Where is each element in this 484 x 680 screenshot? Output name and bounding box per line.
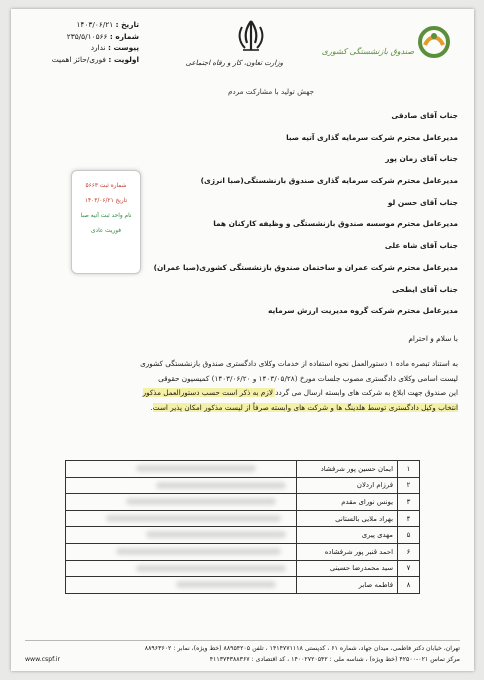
addressee-line: مدیرعامل محترم شرکت عمران و ساختمان صندوق بازنشستگی کشوری(صبا عمران) xyxy=(153,262,458,272)
stamp-date: تاریخ ۱۴۰۳/۰۶/۲۱ xyxy=(84,198,128,204)
body-line xyxy=(28,386,458,401)
redacted-cell xyxy=(66,543,297,560)
row-number: ۶ xyxy=(398,543,420,560)
table-row xyxy=(66,560,420,577)
redacted-cell xyxy=(66,461,297,478)
priority-label: اولویت : xyxy=(108,54,139,64)
number-label: شماره : xyxy=(109,31,139,41)
table-row xyxy=(66,543,420,560)
lawyers-table xyxy=(65,460,420,594)
footer-contact: مرکز تماس ۰۲۱-۴۲۵۰۰ (خط ویژه) ، شناسه ملی : ۱۴۰۰۲۷۲۰۵۴۲ ، کد اقتصادی : ۴۱۱۳۷۴۳۸۸۳۶۷ xyxy=(209,656,460,663)
addressee-line: جناب آقای صادقی xyxy=(391,111,458,120)
row-number: ۴ xyxy=(398,510,420,527)
table-row xyxy=(66,577,420,594)
row-number: ۲ xyxy=(398,477,420,494)
row-number: ۷ xyxy=(398,560,420,577)
redacted-cell xyxy=(66,577,297,594)
row-number: ۳ xyxy=(398,494,420,511)
date-value: ۱۴۰۳/۰۶/۲۱ xyxy=(76,20,114,29)
body-paragraph xyxy=(28,357,458,415)
row-number: ۸ xyxy=(398,577,420,594)
fund-logo xyxy=(321,25,452,71)
ministry-emblem xyxy=(185,19,283,67)
attachment-label: پیوست : xyxy=(107,43,139,53)
ministry-name: وزارت تعاون، کار و رفاه اجتماعی xyxy=(185,59,283,67)
table-row xyxy=(66,510,420,527)
lawyer-name: بهراد ملایی بالستانی xyxy=(297,510,398,527)
addressee-line: جناب آقای زمان پور xyxy=(385,154,458,164)
stamp-unit: نام واحد ثبت آتیه صبا xyxy=(80,213,132,219)
highlighted-text: لازم به ذکر است حسب دستورالعمل مذکور xyxy=(142,388,276,397)
row-number: ۱ xyxy=(398,461,420,478)
body-text: . xyxy=(150,402,153,412)
redacted-cell xyxy=(66,527,297,544)
redacted-cell xyxy=(66,560,297,577)
redacted-cell xyxy=(66,510,297,527)
lawyer-name: فاطمه صابر xyxy=(297,577,398,594)
iran-emblem-icon xyxy=(233,19,269,53)
redacted-cell xyxy=(66,494,297,511)
addressee-line: مدیرعامل محترم شرکت گروه مدیریت ارزش سرمایه xyxy=(268,306,458,316)
fund-logo-icon xyxy=(416,25,452,59)
lawyer-name: فرزام اردلان xyxy=(297,477,398,494)
letter-footer xyxy=(25,640,460,665)
addressee-line: مدیرعامل محترم شرکت سرمایه گذاری صندوق بازنشستگی(صبا انرژی) xyxy=(200,176,458,186)
footer-address: تهران، خیابان دکتر فاطمی، میدان جهاد، شماره ۶۱ ، کدپستی ۱۴۱۴۷۷۱۱۱۸ ، تلفن ۸۸۹۵۴۲۰۵ (خط ویژه)، نمابر : ۸۸۹۶۳۶۰۲ xyxy=(144,645,460,652)
body-line: به استناد تبصره ماده ۱ دستورالعمل نحوه استفاده از خدمات وکلای دادگستری صندوق بازنشستگی کشوری xyxy=(140,359,458,368)
lawyer-name: مهدی پیری xyxy=(297,527,398,544)
lawyer-name: یونس نورای مقدم xyxy=(297,494,398,511)
number-value: ۲۳۵/۵/۱۰۵۶۶ xyxy=(66,31,108,41)
body-line: لیست اسامی وکلای دادگستری مصوب جلسات مورخ (۱۴۰۳/۰۵/۲۸ و ۱۴۰۳/۰۶/۲۰) کمیسیون حقوقی xyxy=(158,373,458,383)
footer-website: www.cspf.ir xyxy=(25,656,61,663)
addressee-line: جناب آقای شاه علی xyxy=(384,241,458,251)
letter-meta xyxy=(19,19,139,65)
addressee-line: مدیرعامل محترم موسسه صندوق بازنشستگی و وظیفه کارکنان هما xyxy=(213,219,458,229)
table-row xyxy=(66,461,420,478)
priority-value: فوری/حائز اهمیت xyxy=(51,54,106,64)
lawyer-name: ایمان حسین پور شرفشاد xyxy=(297,461,398,478)
addressee-line: مدیرعامل محترم شرکت سرمایه گذاری آتیه صبا xyxy=(286,132,458,142)
highlighted-text: انتخاب وکیل دادگستری توسط هلدینگ ها و شرکت های وابسته صرفاً از لیست مذکور امکان پذیر است xyxy=(152,402,458,412)
lawyer-name: احمد قنبر پور شرفشاده xyxy=(297,543,398,560)
fund-name: صندوق بازنشستگی کشوری xyxy=(321,47,414,56)
addressee-line: جناب آقای ایطحی xyxy=(392,284,458,294)
lawyer-name: سید محمدرضا حسینی xyxy=(297,560,398,577)
letter-page xyxy=(11,9,474,671)
table-row xyxy=(66,527,420,544)
stamp-priority: فوریت عادی xyxy=(90,228,122,234)
redacted-cell xyxy=(66,477,297,494)
attachment-value: ندارد xyxy=(90,43,106,53)
addressee-line: جناب آقای حسن لو xyxy=(387,197,458,207)
greeting: با سلام و احترام xyxy=(408,334,458,343)
body-line xyxy=(28,401,458,416)
table-row xyxy=(66,494,420,511)
body-text: این صندوق جهت ابلاغ به شرکت های وابسته ارسال می گردد xyxy=(275,388,458,397)
stamp-reg-number: شماره ثبت ۵۶۶۳ xyxy=(85,183,127,189)
letter-subject: جهش تولید با مشارکت مردم xyxy=(228,87,314,96)
table-row xyxy=(66,477,420,494)
date-label: تاریخ : xyxy=(115,20,139,29)
row-number: ۵ xyxy=(398,527,420,544)
registration-stamp xyxy=(71,170,141,274)
